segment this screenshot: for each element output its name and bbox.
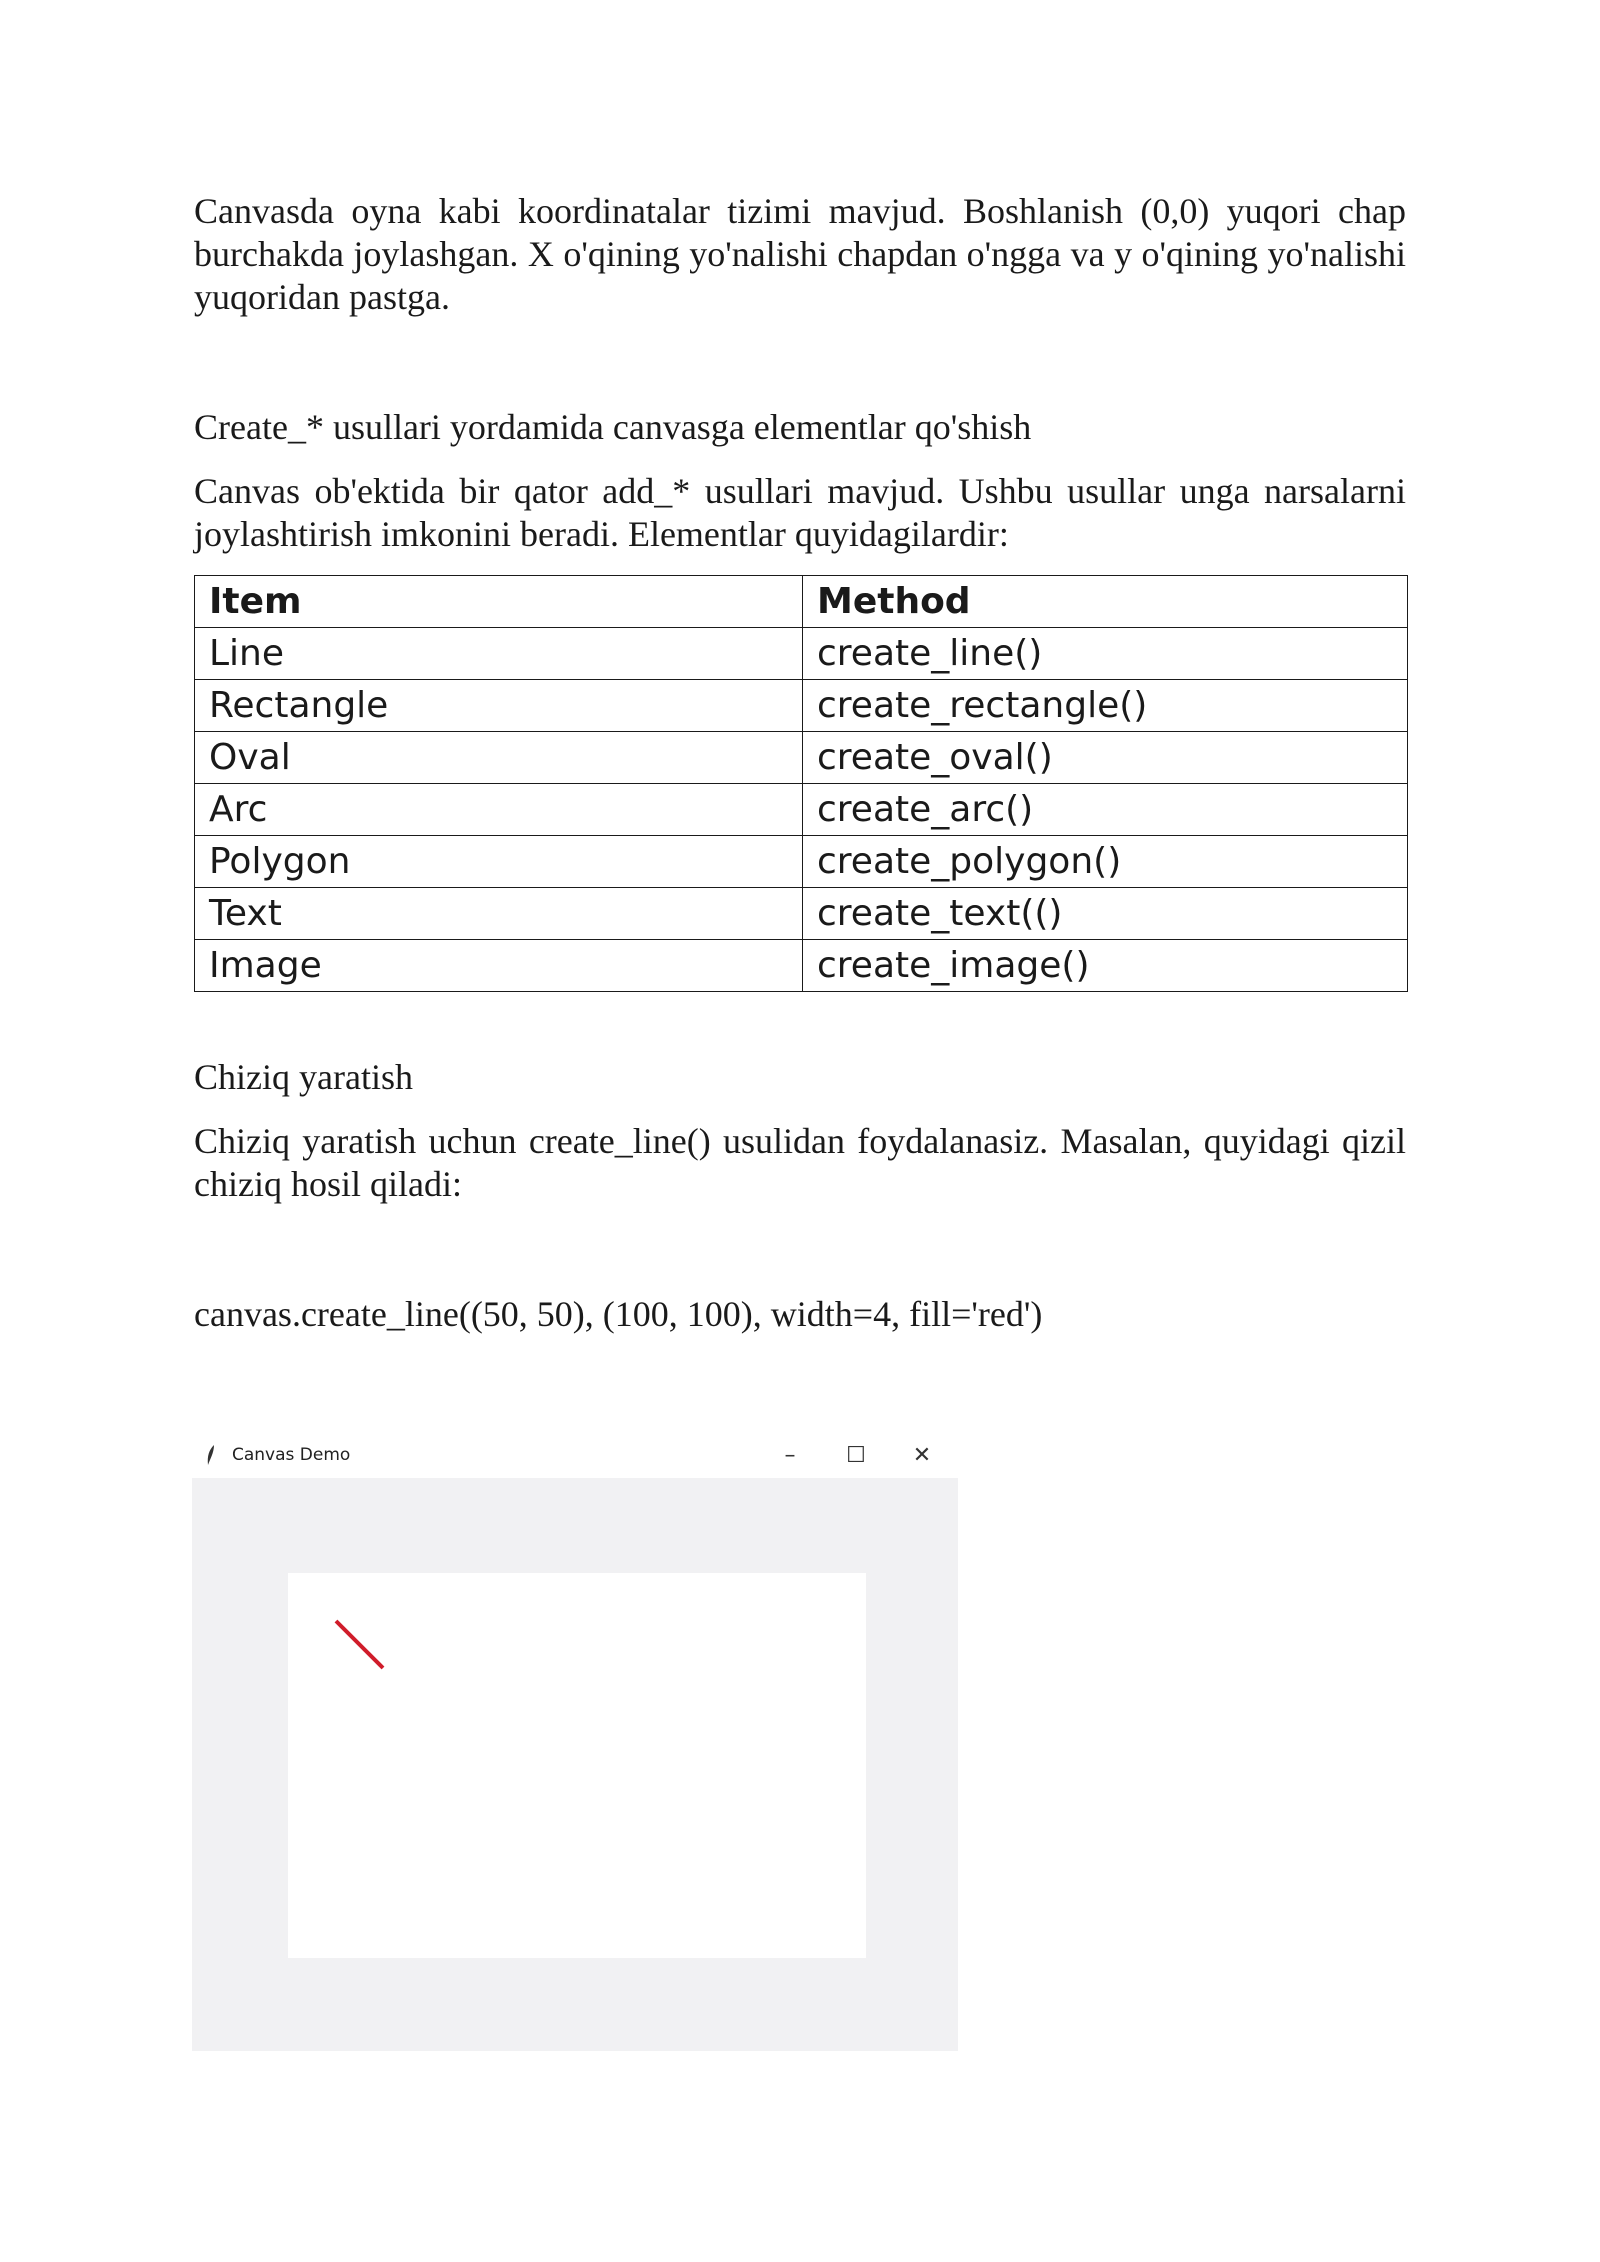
minimize-icon: – bbox=[784, 1443, 796, 1468]
maximize-icon: ☐ bbox=[846, 1443, 866, 1468]
canvas-demo-window bbox=[192, 1434, 958, 2051]
header-item: Item bbox=[195, 576, 803, 628]
item-cell: Line bbox=[195, 628, 803, 680]
line-paragraph: Chiziq yaratish uchun create_line() usulidan foydalanasiz. Masalan, quyidagi qizil chiziq hosil qiladi: bbox=[194, 1121, 1406, 1204]
item-cell: Image bbox=[195, 940, 803, 992]
method-cell: create_image() bbox=[803, 940, 1408, 992]
window-title: Canvas Demo bbox=[232, 1445, 351, 1465]
maximize-button[interactable] bbox=[836, 1438, 876, 1474]
table-row bbox=[195, 732, 1408, 784]
table-row bbox=[195, 940, 1408, 992]
item-cell: Arc bbox=[195, 784, 803, 836]
section-heading-create: Create_* usullari yordamida canvasga elementlar qo'shish bbox=[194, 407, 1032, 447]
tk-canvas[interactable] bbox=[288, 1573, 866, 1958]
header-method: Method bbox=[803, 576, 1408, 628]
methods-table bbox=[194, 575, 1408, 992]
table-row bbox=[195, 628, 1408, 680]
table-row bbox=[195, 888, 1408, 940]
method-cell: create_text(() bbox=[803, 888, 1408, 940]
item-cell: Polygon bbox=[195, 836, 803, 888]
window-titlebar[interactable] bbox=[192, 1434, 958, 1478]
table-row bbox=[195, 784, 1408, 836]
method-cell: create_rectangle() bbox=[803, 680, 1408, 732]
table-row bbox=[195, 836, 1408, 888]
item-cell: Text bbox=[195, 888, 803, 940]
document-page bbox=[194, 190, 1406, 1336]
close-icon: ✕ bbox=[912, 1443, 932, 1468]
window-client-area bbox=[192, 1478, 958, 2051]
method-cell: create_oval() bbox=[803, 732, 1408, 784]
code-line: canvas.create_line((50, 50), (100, 100), width=4, fill='red') bbox=[194, 1294, 1043, 1334]
canvas-drawing bbox=[288, 1573, 866, 1958]
methods-paragraph: Canvas ob'ektida bir qator add_* usullari mavjud. Ushbu usullar unga narsalarni joylashtirish imkonini beradi. Elementlar quyidagilardir: bbox=[194, 471, 1406, 554]
tk-feather-icon bbox=[206, 1444, 216, 1466]
close-button[interactable] bbox=[902, 1438, 942, 1474]
method-cell: create_line() bbox=[803, 628, 1408, 680]
method-cell: create_arc() bbox=[803, 784, 1408, 836]
red-line bbox=[336, 1621, 383, 1668]
minimize-button[interactable] bbox=[770, 1438, 810, 1474]
section-heading-line: Chiziq yaratish bbox=[194, 1057, 413, 1097]
item-cell: Oval bbox=[195, 732, 803, 784]
intro-paragraph: Canvasda oyna kabi koordinatalar tizimi mavjud. Boshlanish (0,0) yuqori chap burchakda joylashgan. X o'qining yo'nalishi chapdan o'ngga va y o'qining yo'nalishi yuqoridan pastga. bbox=[194, 191, 1406, 317]
table-header-row bbox=[195, 576, 1408, 628]
table-row bbox=[195, 680, 1408, 732]
item-cell: Rectangle bbox=[195, 680, 803, 732]
method-cell: create_polygon() bbox=[803, 836, 1408, 888]
